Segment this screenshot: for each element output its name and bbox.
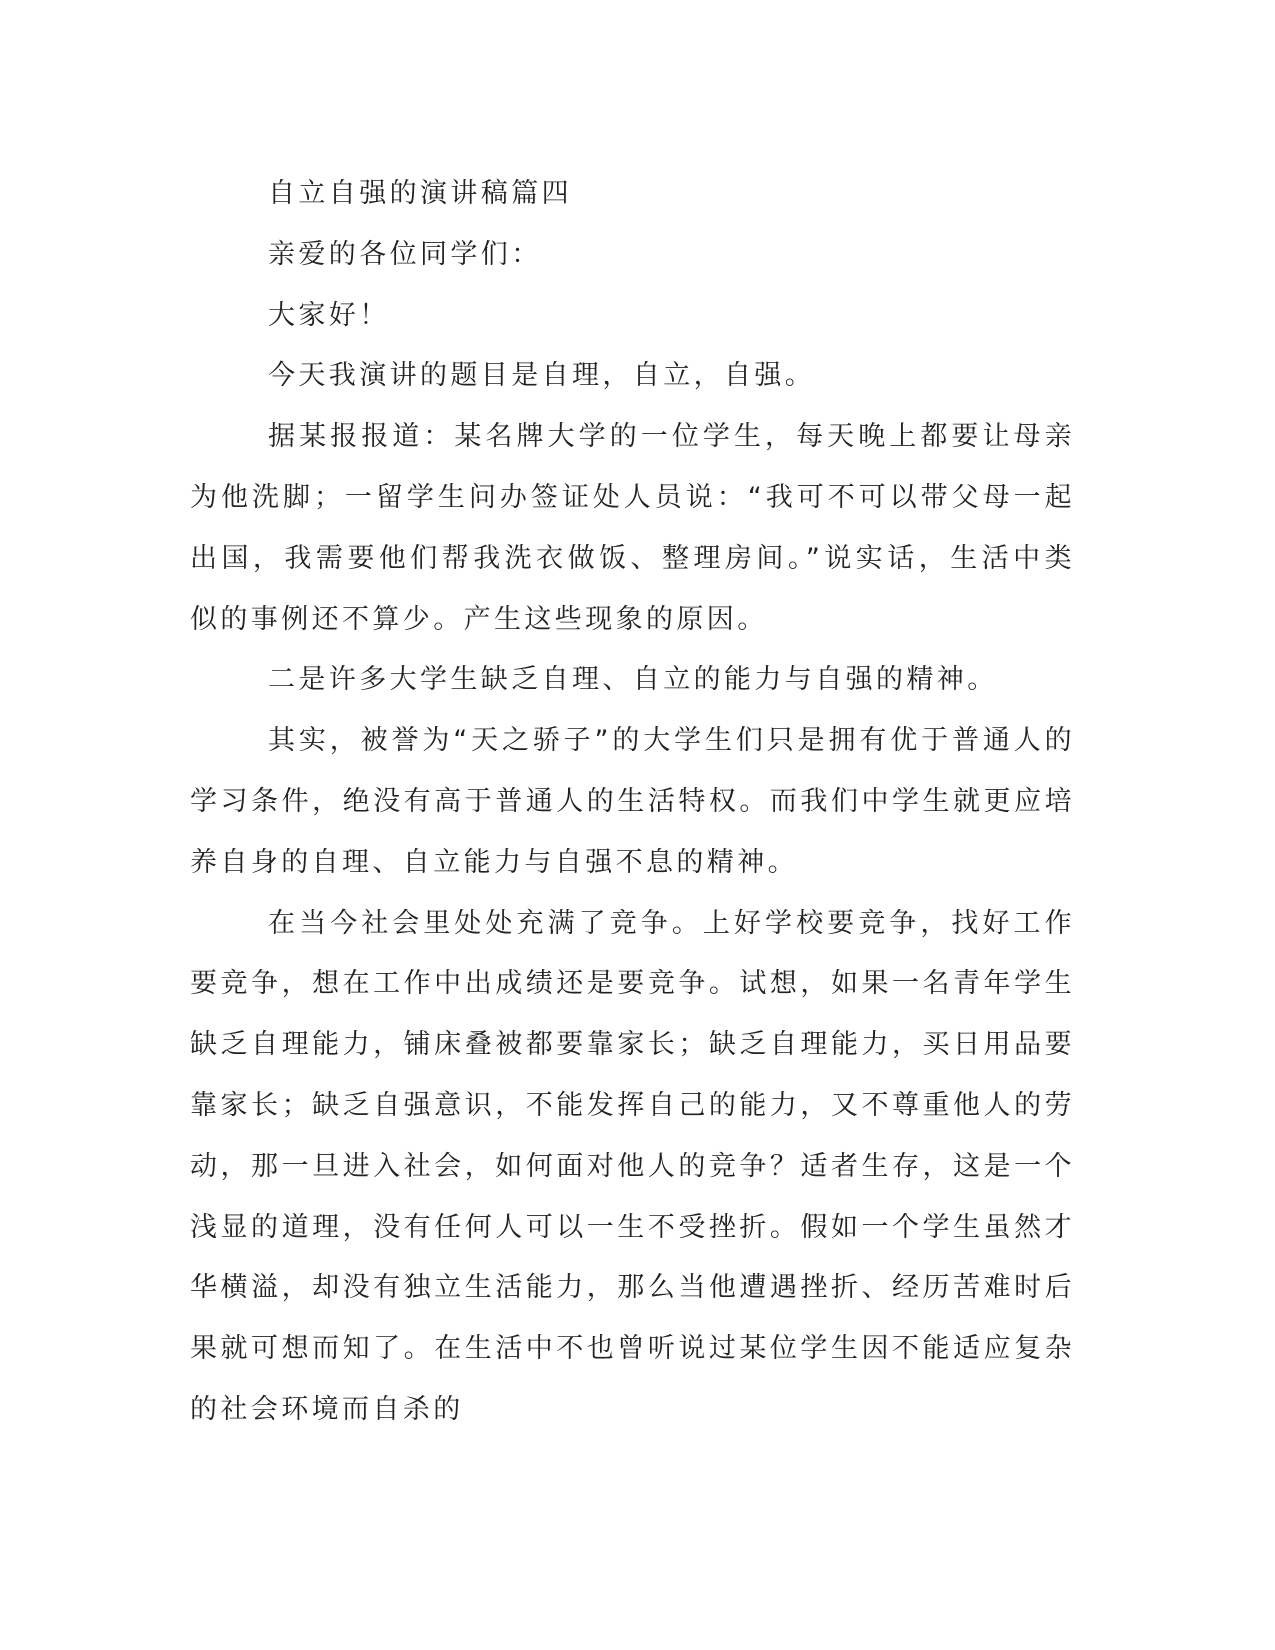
document-title: 自立自强的演讲稿篇四 — [268, 178, 572, 209]
topic-paragraph: 今天我演讲的题目是自理，自立，自强。 — [268, 360, 816, 392]
privilege-paragraph: 其实，被誉为“天之骄子”的大学生们只是拥有优于普通人的学习条件，绝没有高于普通人的生活特权。而我们中学生就更应培养自身的自理、自立能力与自强不息的精神。 — [190, 725, 1075, 878]
competition-paragraph: 在当今社会里处处充满了竞争。上好学校要竞争，找好工作要竞争，想在工作中出成绩还是要竞争。试想，如果一名青年学生缺乏自理能力，铺床叠被都要靠家长；缺乏自理能力，买日用品要靠家长；缺乏自强意识，不能发挥自己的能力，又不尊重他人的劳动，那一旦进入社会，如何面对他人的竞争？适者生存，这是一个浅显的道理，没有任何人可以一生不受挫折。假如一个学生虽然才华横溢，却没有独立生活能力，那么当他遭遇挫折、经历苦难时后果就可想而知了。在生活中不也曾听说过某位学生因不能适应复杂的社会环境而自杀的 — [190, 907, 1075, 1425]
report-paragraph: 据某报报道：某名牌大学的一位学生，每天晚上都要让母亲为他洗脚；一留学生问办签证处人员说：“我可不可以带父母一起出国，我需要他们帮我洗衣做饭、整理房间。”说实话，生活中类似的事例还不算少。产生这些现象的原因。 — [190, 421, 1075, 635]
salutation-paragraph: 亲爱的各位同学们： — [268, 238, 542, 270]
greeting-paragraph: 大家好！ — [268, 299, 390, 331]
reason-paragraph: 二是许多大学生缺乏自理、自立的能力与自强的精神。 — [268, 664, 998, 696]
document-body — [190, 164, 1075, 1441]
